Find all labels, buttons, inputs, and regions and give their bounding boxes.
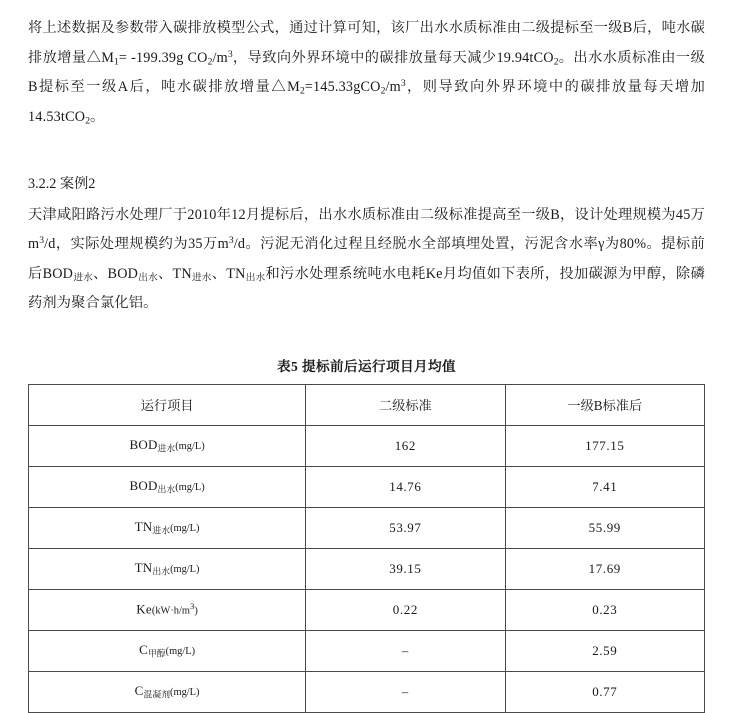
para2-text-e: 污泥含水率γ为80%。提标前后BOD <box>28 236 705 282</box>
row-label-bod-out <box>29 466 306 507</box>
table-row <box>29 548 705 589</box>
table-row <box>29 589 705 630</box>
cell-value: 177.15 <box>505 425 704 466</box>
para1-sub-co2-b: 2 <box>553 56 559 68</box>
para2-text-g: 、TN <box>157 265 192 282</box>
para1-text-l: 。 <box>90 108 105 125</box>
label-sub: 甲醇 <box>147 648 166 659</box>
para2-text-b: 理规模为45万m <box>28 206 706 253</box>
label-unit: (mg/L) <box>175 481 205 493</box>
cell-value: 0.77 <box>505 671 704 712</box>
cell-value: 39.15 <box>306 548 505 589</box>
label-sub: 进水 <box>152 525 171 536</box>
row-label-coagulant <box>29 671 306 712</box>
para2-sub-tn-out: 出水 <box>245 272 266 284</box>
label-main: BOD <box>129 436 158 452</box>
cell-value: 53.97 <box>306 507 505 548</box>
para2-text-f: 、BOD <box>92 265 139 282</box>
para2-text-i: 和污水处理系统吨水电耗Ke月 <box>265 265 458 282</box>
cell-value: 55.99 <box>505 507 704 548</box>
table-header-item: 运行项目 <box>29 384 306 425</box>
label-main: BOD <box>129 477 158 493</box>
label-sup: 3 <box>189 601 195 612</box>
label-unit: (mg/L) <box>170 686 200 698</box>
cell-value: 0.23 <box>505 589 704 630</box>
para2-sup-m3-b: 3 <box>228 235 234 247</box>
para2-text-d: /d。污泥无消化过程且经脱水全部填埋处置， <box>233 236 525 253</box>
para2-sub-tn-in: 进水 <box>191 272 212 284</box>
cell-value: 2.59 <box>505 630 704 671</box>
cell-value: – <box>306 671 505 712</box>
cell-value: – <box>306 630 505 671</box>
para2-text-h: 、TN <box>211 265 246 282</box>
para2-text-j: 均值如下表所，投加碳源为甲醇，除磷药剂为聚合氯化铝。 <box>28 265 705 312</box>
label-unit: (mg/L) <box>175 440 205 452</box>
para2-text-c: /d，实际处理规模约为35万m <box>44 236 229 253</box>
para1-text-a: 将上述数据及参数带入碳排放模型公式，通过计算可知，该厂出水水质标准由二级提标至一 <box>28 20 609 36</box>
table-row <box>29 630 705 671</box>
para1-text-c: = -199.39g CO <box>118 49 208 66</box>
label-main: TN <box>134 559 153 575</box>
cell-value: 0.22 <box>306 589 505 630</box>
cell-value: 162 <box>306 425 505 466</box>
table-caption: 表5 提标前后运行项目月均值 <box>277 358 456 374</box>
para1-text-k: 导致向外界环境中的碳排放量每天增加14.53tCO <box>28 79 705 125</box>
label-tail: ) <box>194 605 198 617</box>
para1-sup-m3-b: 3 <box>400 78 406 90</box>
label-sub: 出水 <box>152 566 171 577</box>
para2-sup-m3: 3 <box>39 235 45 247</box>
table-header-level2: 二级标准 <box>306 384 505 425</box>
row-label-tn-out <box>29 548 306 589</box>
label-sub: 进水 <box>157 443 176 454</box>
label-main: C <box>139 641 148 657</box>
paragraph-case2-description <box>28 201 705 319</box>
para2-sub-bod-in: 进水 <box>73 272 93 284</box>
label-main: Ke <box>136 601 152 617</box>
label-main: C <box>134 682 144 698</box>
cell-value: 17.69 <box>505 548 704 589</box>
label-sub: 混凝剂 <box>143 689 171 700</box>
para1-text-h: =145.33gCO <box>304 79 381 96</box>
label-unit: (kW·h/m <box>151 605 190 617</box>
para2-sub-bod-out: 出水 <box>138 272 158 284</box>
para1-sub-co2-d: 2 <box>85 115 91 127</box>
para1-text-f: 19.94tCO <box>496 49 554 66</box>
cell-value: 14.76 <box>306 466 505 507</box>
table-row <box>29 671 705 712</box>
table-row <box>29 466 705 507</box>
label-unit: (mg/L) <box>165 645 196 657</box>
label-unit: (mg/L) <box>170 522 200 534</box>
table-header-level1b: 一级B标准后 <box>505 384 704 425</box>
section-heading-case2: 3.2.2 案例2 <box>28 176 96 193</box>
table-header-row <box>29 384 705 425</box>
row-label-bod-in <box>29 425 306 466</box>
para1-text-g: 。出水水质标准由一级B提标至一级A后，吨水碳排放增量△M <box>28 49 705 96</box>
para1-text-i: /m <box>385 79 401 96</box>
para1-sub-co2: 2 <box>207 56 213 68</box>
row-label-tn-in <box>29 507 306 548</box>
para2-text-a: 天津咸阳路污水处理厂于2010年12月提标后，出水水质标准由二级标准提高至一级B，设计处 <box>28 206 618 223</box>
table-row <box>29 507 705 548</box>
monthly-average-table <box>28 384 705 713</box>
para1-sub-m1: 1 <box>114 56 119 68</box>
row-label-methanol <box>29 630 306 671</box>
para1-text-d: /m <box>212 49 228 66</box>
table-row <box>29 425 705 466</box>
para1-sup-m3: 3 <box>227 48 233 60</box>
para1-text-b: 级B后，吨水碳排放增量△M <box>28 20 705 66</box>
para1-text-j: ，则 <box>405 79 439 96</box>
cell-value: 7.41 <box>505 466 704 507</box>
para1-text-e: ，导致向外界环境中的碳排放量每天减少 <box>232 49 497 66</box>
label-main: TN <box>134 518 153 534</box>
row-label-ke <box>29 589 306 630</box>
label-sub: 出水 <box>157 484 176 495</box>
paragraph-calculation-results <box>28 14 705 132</box>
para1-sub-co2-c: 2 <box>380 85 386 97</box>
label-unit: (mg/L) <box>170 563 200 575</box>
para1-sub-m2: 2 <box>299 85 305 97</box>
